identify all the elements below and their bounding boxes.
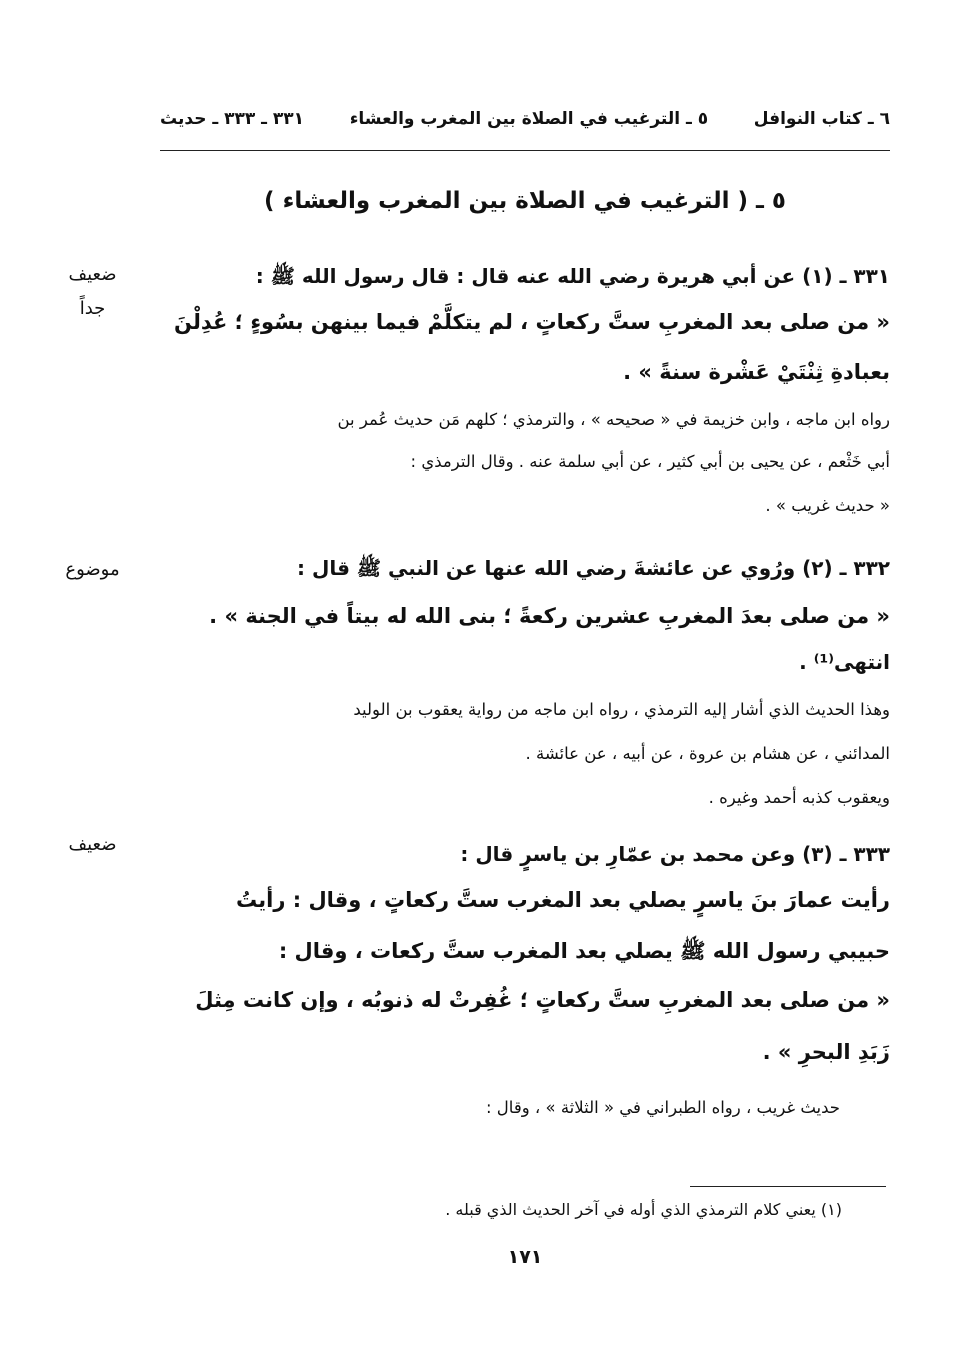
hadith-grade [40, 553, 145, 587]
chapter-title: ٥ ـ ( الترغيب في الصلاة بين المغرب والعشاء ) [264, 188, 786, 214]
header-chapter-title: ٥ ـ الترغيب في الصلاة بين المغرب والعشاء [349, 109, 709, 129]
commentary-line: حديث غريب ، رواه الطبراني في « الثلاثة » ، وقال : [486, 1098, 840, 1117]
header-divider [160, 150, 890, 151]
hadith-text-line: « من صلى بعد المغربِ ستَّ ركعاتٍ ، لم يتكلَّمْ فيما بينهن بسُوءٍ ؛ عُدِلْنَ [174, 310, 890, 334]
hadith-text-line: « من صلى بعد المغربِ ستَّ ركعاتٍ ؛ غُفِرتْ له ذنوبُه ، وإن كانت مِثلَ [195, 988, 890, 1012]
commentary-line: رواه ابن ماجه ، وابن خزيمة في « صحيحه » ، والترمذي ؛ كلهم مَن حديث عُمر بن [337, 410, 890, 429]
header-hadith-range: ٣٣١ ـ ٣٣٣ ـ حديث [160, 109, 305, 129]
running-header [160, 104, 890, 134]
hadith-text-line: زَبَدِ البحرِ » . [762, 1040, 890, 1064]
hadith-intro: ٣٣٣ ـ (٣) وعن محمد بن عمّارِ بن ياسرٍ قال : [460, 842, 890, 866]
footnote: (١) يعني كلام الترمذي الذي أوله في آخر الحديث الذي قبله . [445, 1200, 842, 1219]
grade-line: جداً [79, 298, 106, 319]
footnote-divider [690, 1186, 886, 1187]
page-number: ١٧١ [507, 1246, 543, 1268]
hadith-intro: ٣٣١ ـ (١) عن أبي هريرة رضي الله عنه قال : قال رسول الله ﷺ : [255, 264, 890, 288]
commentary-line: « حديث غريب » . [765, 496, 890, 515]
hadith-text-line: حبيبي رسول الله ﷺ يصلي بعد المغرب ستَّ ركعات ، وقال : [278, 939, 890, 963]
hadith-text-line: « من صلى بعدَ المغربِ عشرين ركعةً ؛ بنى الله له بيتاً في الجنة » . [209, 604, 890, 628]
commentary-line: وهذا الحديث الذي أشار إليه الترمذي ، رواه ابن ماجه من رواية يعقوب بن الوليد [353, 700, 890, 719]
commentary-line: أبي خَثْعم ، عن يحيى بن أبي كثير ، عن أبي سلمة عنه . وقال الترمذي : [410, 452, 890, 471]
hadith-text-line: انتهى⁽¹⁾ . [799, 650, 890, 674]
grade-line: ضعيف [68, 834, 117, 855]
hadith-text-line: رأيت عمارَ بنَ ياسرٍ يصلي بعد المغرب ستَّ ركعاتٍ ، وقال : رأيتُ [236, 888, 890, 912]
hadith-text-line: بعبادةِ ثِنْتَيْ عَشْرة سنةً » . [623, 360, 890, 384]
commentary-line: ويعقوب كذبه أحمد وغيره . [708, 788, 890, 807]
hadith-intro: ٣٣٢ ـ (٢) ورُوي عن عائشةَ رضي الله عنها عن النبي ﷺ قال : [297, 556, 890, 580]
hadith-grade [40, 828, 145, 862]
header-book-title: ٦ ـ كتاب النوافل [753, 109, 890, 129]
grade-line: موضوع [65, 559, 120, 580]
commentary-line: المدائني ، عن هشام بن عروة ، عن أبيه ، عن عائشة . [525, 744, 890, 763]
hadith-grade [40, 258, 145, 326]
grade-line: ضعيف [68, 264, 117, 285]
